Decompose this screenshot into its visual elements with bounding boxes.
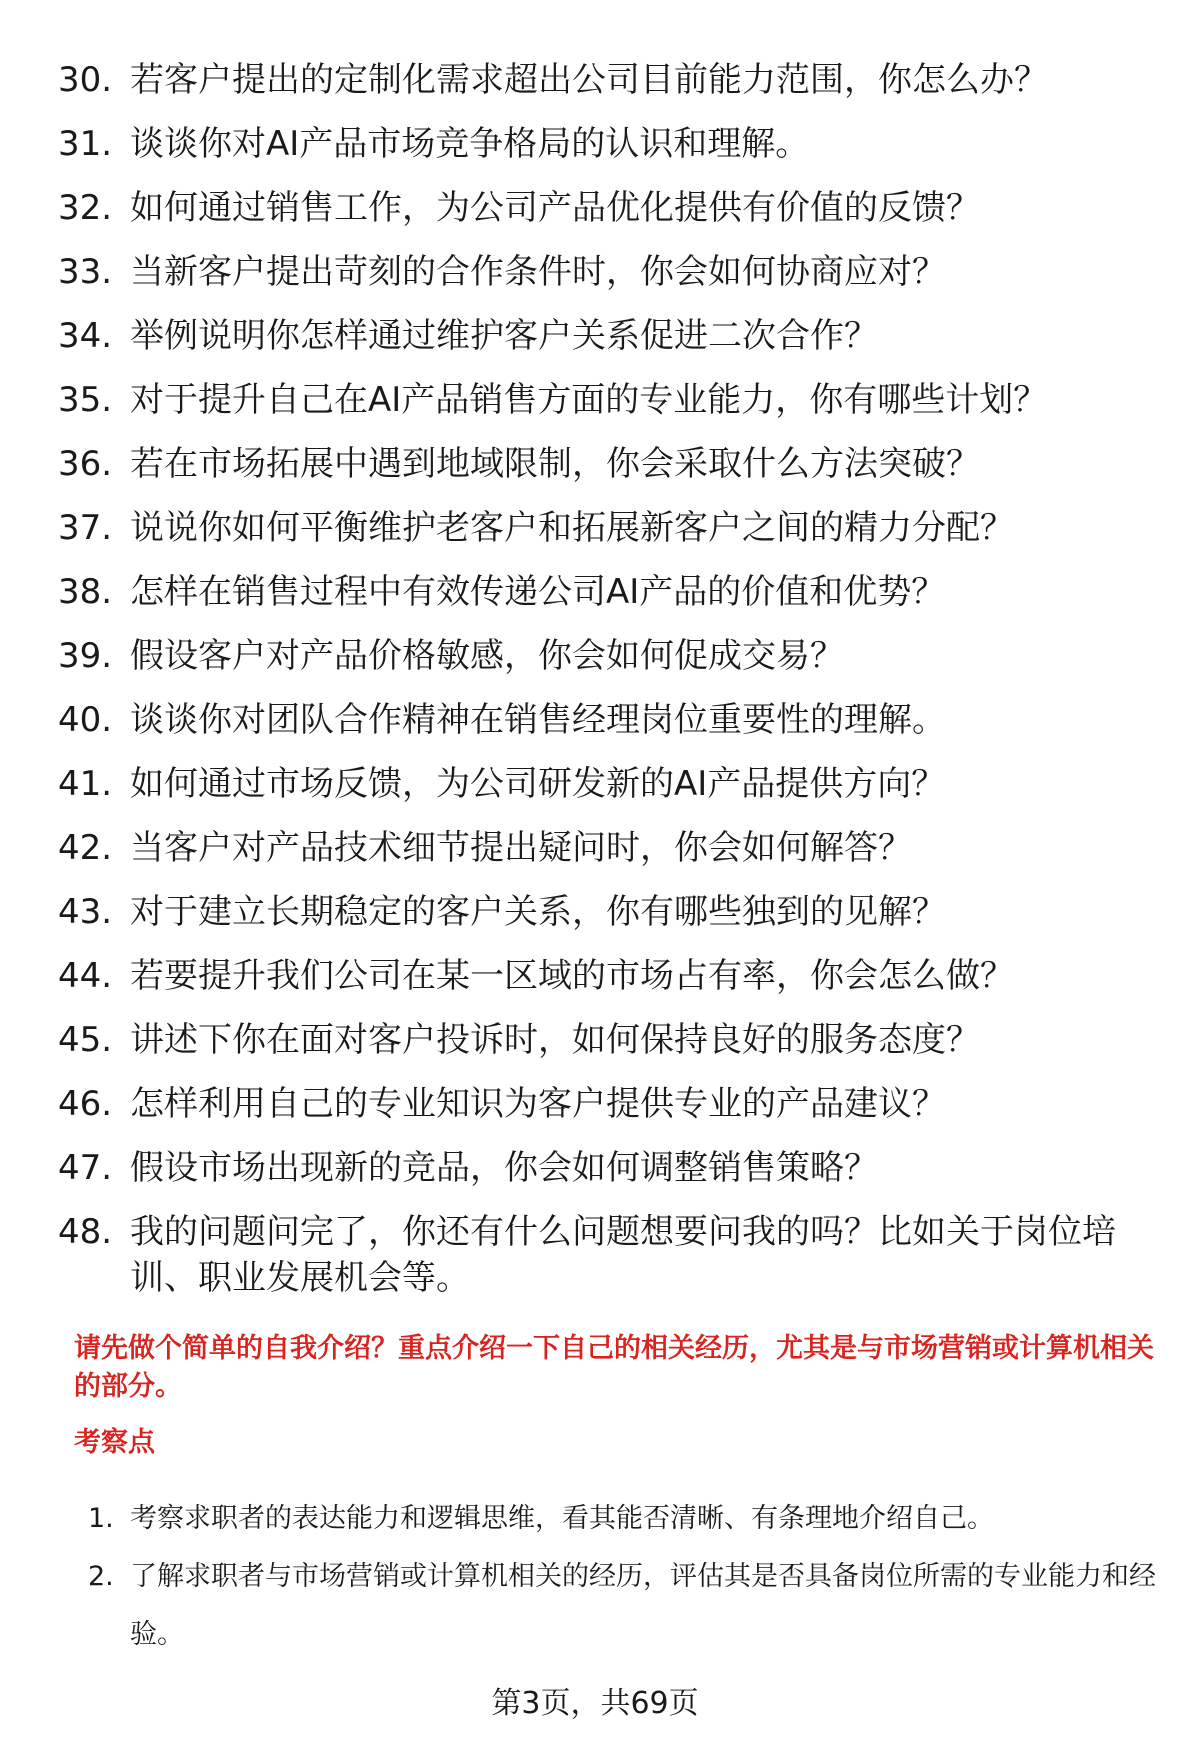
question-number: 44. — [58, 956, 113, 996]
list-item — [58, 752, 1158, 816]
question-number: 45. — [58, 1020, 113, 1060]
question-number: 47. — [58, 1148, 113, 1188]
question-text: 当新客户提出苛刻的合作条件时，你会如何协商应对？ — [130, 252, 946, 292]
list-item — [58, 1008, 1158, 1072]
question-number: 40. — [58, 700, 113, 740]
question-number: 33. — [58, 252, 113, 292]
list-item — [58, 816, 1158, 880]
question-number: 43. — [58, 892, 113, 932]
point-list — [88, 1490, 1163, 1664]
list-item — [58, 432, 1158, 496]
question-text: 说说你如何平衡维护老客户和拓展新客户之间的精力分配？ — [130, 508, 1014, 548]
point-number: 2. — [88, 1561, 114, 1592]
list-item — [58, 304, 1158, 368]
question-number: 31. — [58, 124, 113, 164]
question-text: 对于建立长期稳定的客户关系，你有哪些独到的见解？ — [130, 892, 946, 932]
question-text: 当客户对产品技术细节提出疑问时，你会如何解答？ — [130, 828, 912, 868]
question-text: 若要提升我们公司在某一区域的市场占有率，你会怎么做？ — [130, 956, 1014, 996]
question-text: 如何通过市场反馈，为公司研发新的AI产品提供方向？ — [130, 764, 946, 804]
question-text: 怎样利用自己的专业知识为客户提供专业的产品建议？ — [130, 1084, 946, 1124]
question-number: 38. — [58, 572, 113, 612]
question-list — [58, 48, 1158, 1301]
list-item — [58, 560, 1158, 624]
list-item — [58, 944, 1158, 1008]
question-number: 48. — [58, 1212, 113, 1252]
question-number: 32. — [58, 188, 113, 228]
list-item — [58, 1136, 1158, 1200]
section-label: 考察点 — [74, 1427, 155, 1458]
question-text: 谈谈你对团队合作精神在销售经理岗位重要性的理解。 — [130, 700, 946, 740]
list-item — [58, 880, 1158, 944]
question-number: 36. — [58, 444, 113, 484]
question-number: 39. — [58, 636, 113, 676]
question-number: 46. — [58, 1084, 113, 1124]
question-text: 对于提升自己在AI产品销售方面的专业能力，你有哪些计划？ — [130, 380, 1048, 420]
list-item — [58, 1072, 1158, 1136]
question-number: 35. — [58, 380, 113, 420]
point-text: 考察求职者的表达能力和逻辑思维，看其能否清晰、有条理地介绍自己。 — [130, 1503, 994, 1534]
point-text: 了解求职者与市场营销或计算机相关的经历，评估其是否具备岗位所需的专业能力和经验。 — [130, 1561, 1156, 1650]
question-text: 若客户提出的定制化需求超出公司目前能力范围，你怎么办？ — [130, 60, 1048, 100]
question-text: 如何通过销售工作，为公司产品优化提供有价值的反馈？ — [130, 188, 980, 228]
question-text: 谈谈你对AI产品市场竞争格局的认识和理解。 — [130, 124, 810, 164]
question-number: 30. — [58, 60, 113, 100]
list-item — [58, 112, 1158, 176]
question-number: 37. — [58, 508, 113, 548]
question-text: 怎样在销售过程中有效传递公司AI产品的价值和优势？ — [130, 572, 946, 612]
highlight-question: 请先做个简单的自我介绍？重点介绍一下自己的相关经历，尤其是与市场营销或计算机相关的部分。 — [74, 1333, 1154, 1402]
question-number: 42. — [58, 828, 113, 868]
list-item — [58, 624, 1158, 688]
list-item — [58, 240, 1158, 304]
list-item — [58, 176, 1158, 240]
list-item — [88, 1490, 1163, 1548]
question-text: 若在市场拓展中遇到地域限制，你会采取什么方法突破？ — [130, 444, 980, 484]
question-text: 假设市场出现新的竞品，你会如何调整销售策略？ — [130, 1148, 878, 1188]
list-item — [58, 496, 1158, 560]
point-number: 1. — [88, 1503, 114, 1534]
list-item — [58, 368, 1158, 432]
list-item — [58, 48, 1158, 112]
question-text: 我的问题问完了，你还有什么问题想要问我的吗？比如关于岗位培训、职业发展机会等。 — [130, 1212, 1116, 1298]
question-number: 34. — [58, 316, 113, 356]
list-item — [88, 1548, 1163, 1664]
list-item — [58, 1200, 1158, 1301]
page-footer: 第3页，共69页 — [491, 1686, 699, 1721]
question-text: 讲述下你在面对客户投诉时，如何保持良好的服务态度？ — [130, 1020, 980, 1060]
question-text: 假设客户对产品价格敏感，你会如何促成交易？ — [130, 636, 844, 676]
list-item — [58, 688, 1158, 752]
question-text: 举例说明你怎样通过维护客户关系促进二次合作？ — [130, 316, 878, 356]
question-number: 41. — [58, 764, 113, 804]
